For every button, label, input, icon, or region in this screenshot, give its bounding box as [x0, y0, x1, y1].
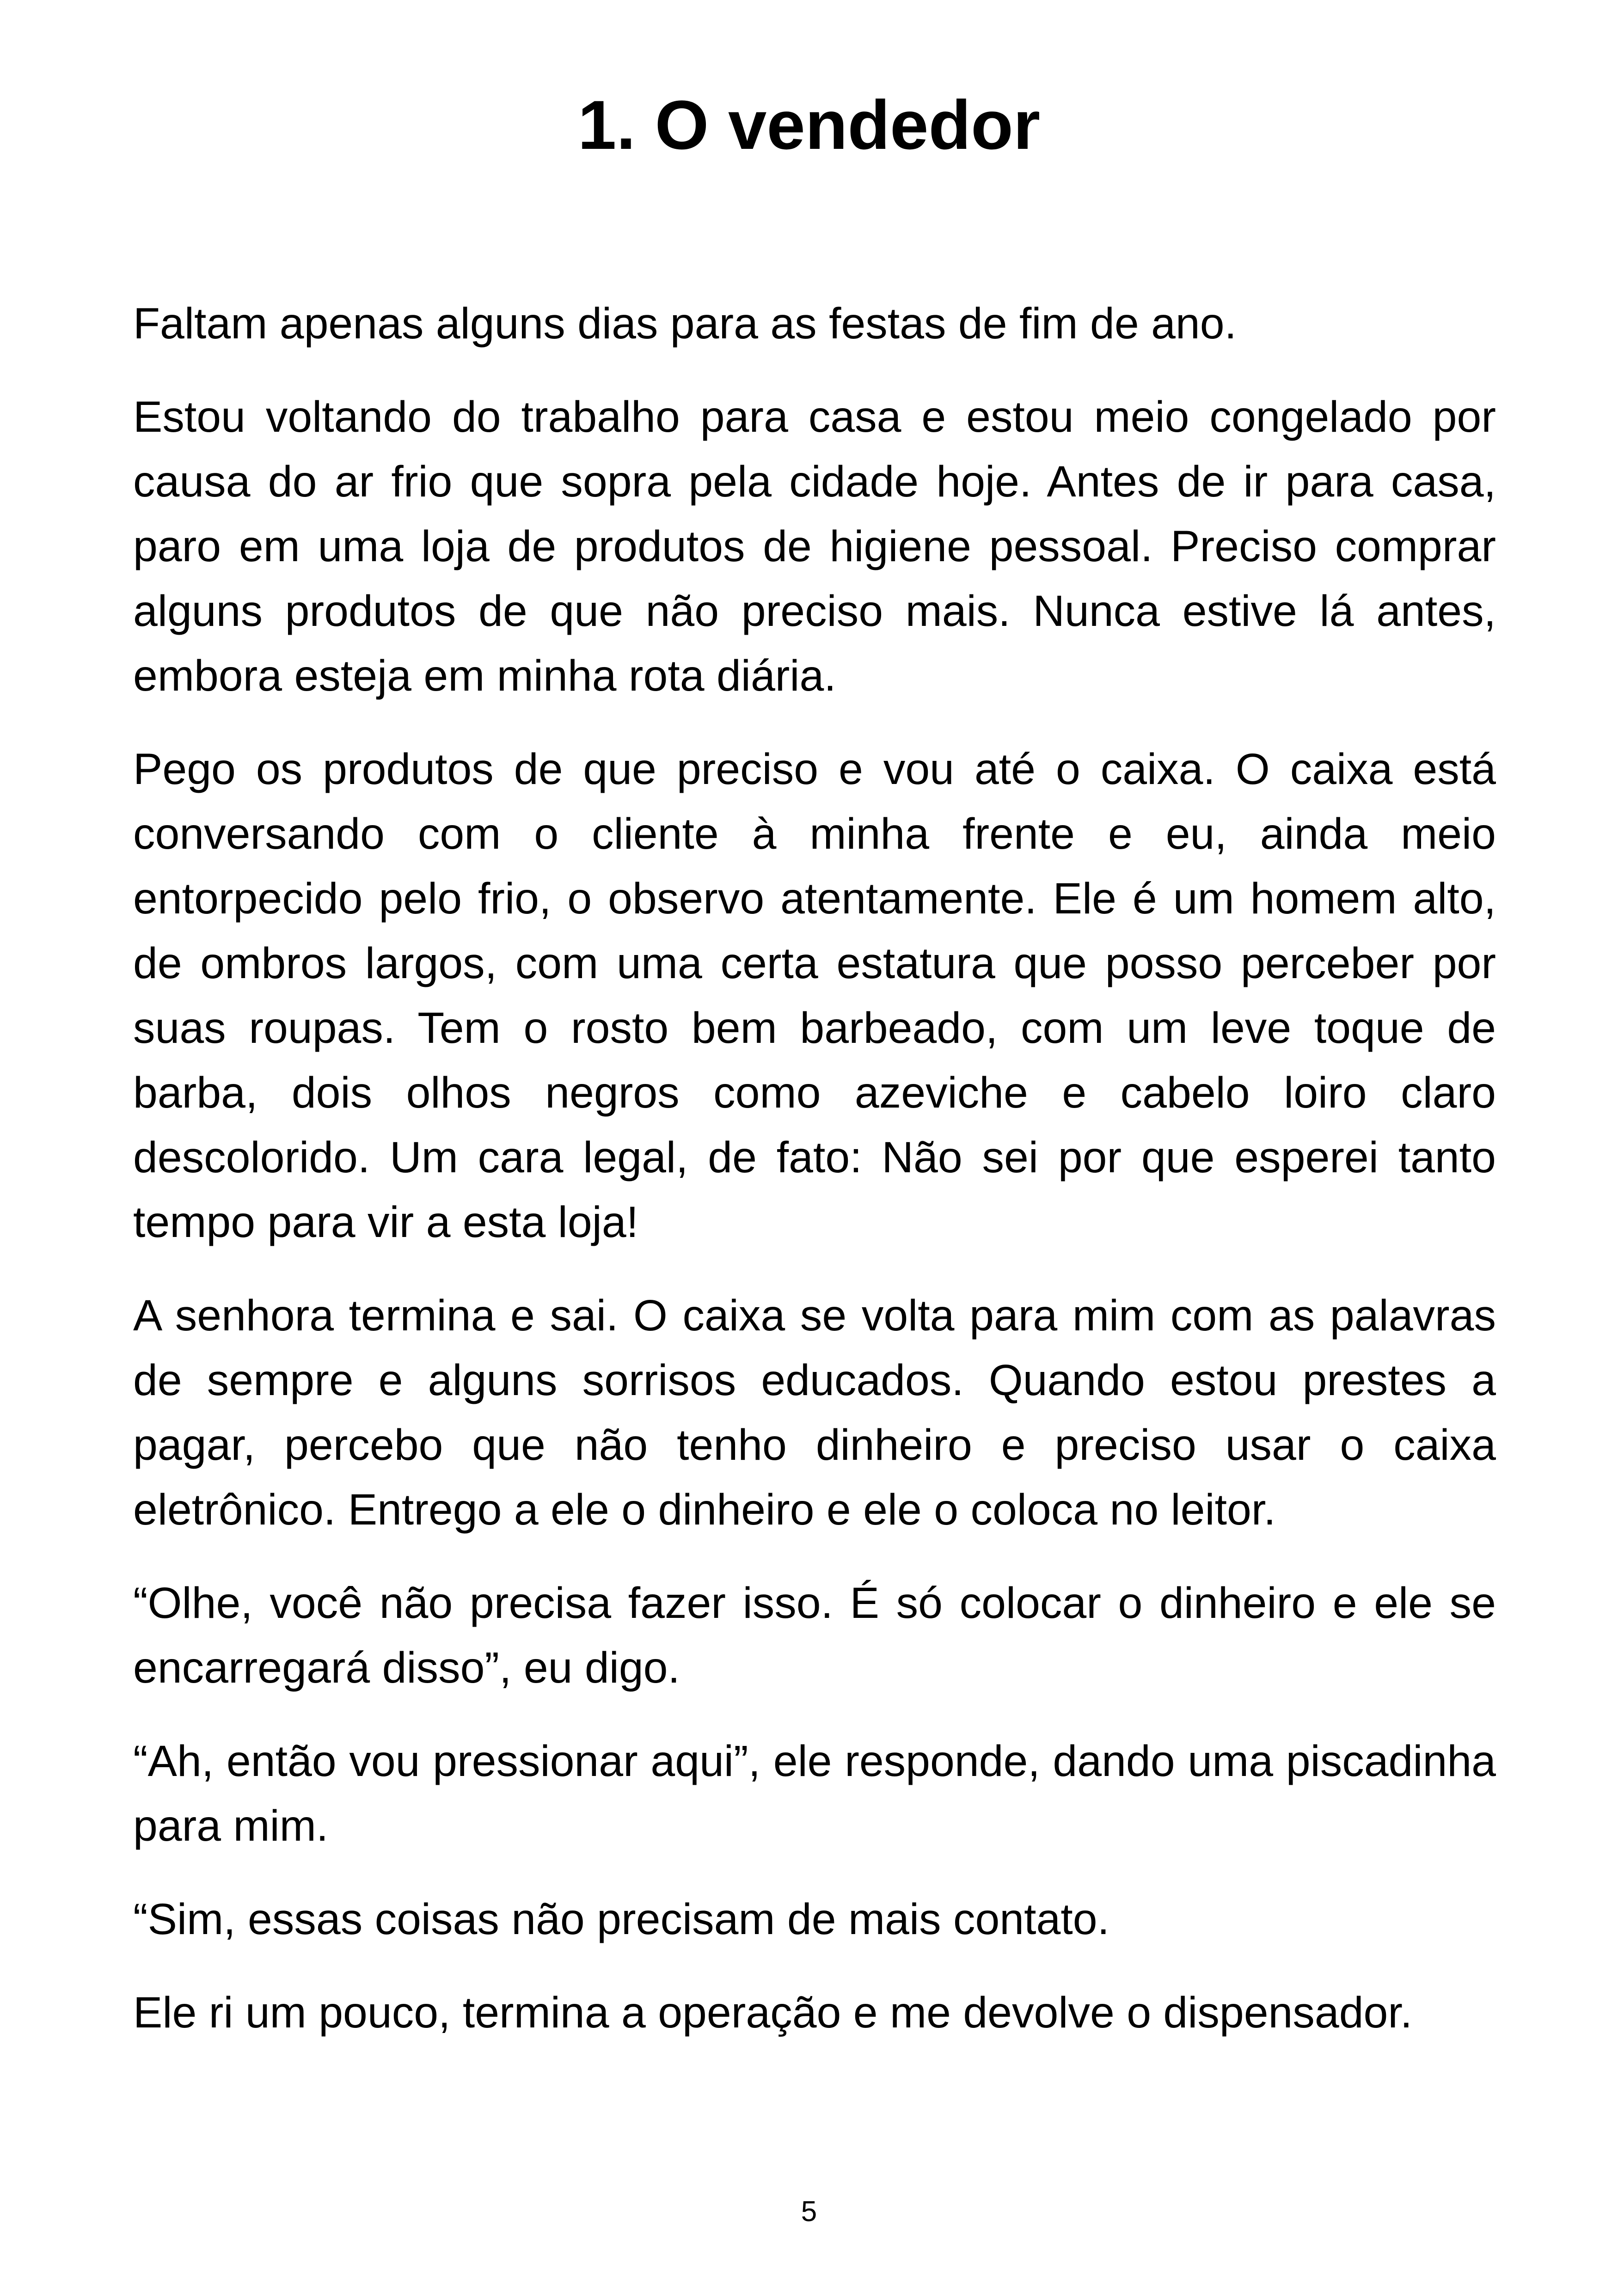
chapter-title: 1. O vendedor — [577, 86, 1041, 164]
paragraph: “Ah, então vou pressionar aqui”, ele responde, dando uma piscadinha para mim. — [133, 1737, 1496, 1850]
paragraph: Ele ri um pouco, termina a operação e me devolve o dispensador. — [133, 1988, 1413, 2037]
chapter-body — [133, 291, 1496, 2074]
page-number: 5 — [801, 2196, 817, 2228]
paragraph: “Sim, essas coisas não precisam de mais contato. — [133, 1895, 1109, 1944]
paragraph: A senhora termina e sai. O caixa se volta para mim com as palavras de sempre e alguns sorrisos educados. Quando estou prestes a pagar, percebo que não tenho dinheiro e preciso usar o caixa eletrônico. Entrego a ele o dinheiro e ele o coloca no leitor. — [133, 1291, 1496, 1534]
paragraph: Pego os produtos de que preciso e vou até o caixa. O caixa está conversando com o cliente à minha frente e eu, ainda meio entorpecido pelo frio, o observo atentamente. Ele é um homem alto, de ombros largos, com uma certa estatura que posso perceber por suas roupas. Tem o rosto bem barbeado, com um leve toque de barba, dois olhos negros como azeviche e cabelo loiro claro descolorido. Um cara legal, de fato: Não sei por que esperei tanto tempo para vir a esta loja! — [133, 745, 1496, 1247]
paragraph: Estou voltando do trabalho para casa e estou meio congelado por causa do ar frio que sopra pela cidade hoje. Antes de ir para casa, paro em uma loja de produtos de higiene pessoal. Preciso comprar alguns produtos de que não preciso mais. Nunca estive lá antes, embora esteja em minha rota diária. — [133, 392, 1496, 700]
paragraph: Faltam apenas alguns dias para as festas de fim de ano. — [133, 299, 1237, 348]
paragraph: “Olhe, você não precisa fazer isso. É só colocar o dinheiro e ele se encarregará disso”, eu digo. — [133, 1579, 1496, 1692]
